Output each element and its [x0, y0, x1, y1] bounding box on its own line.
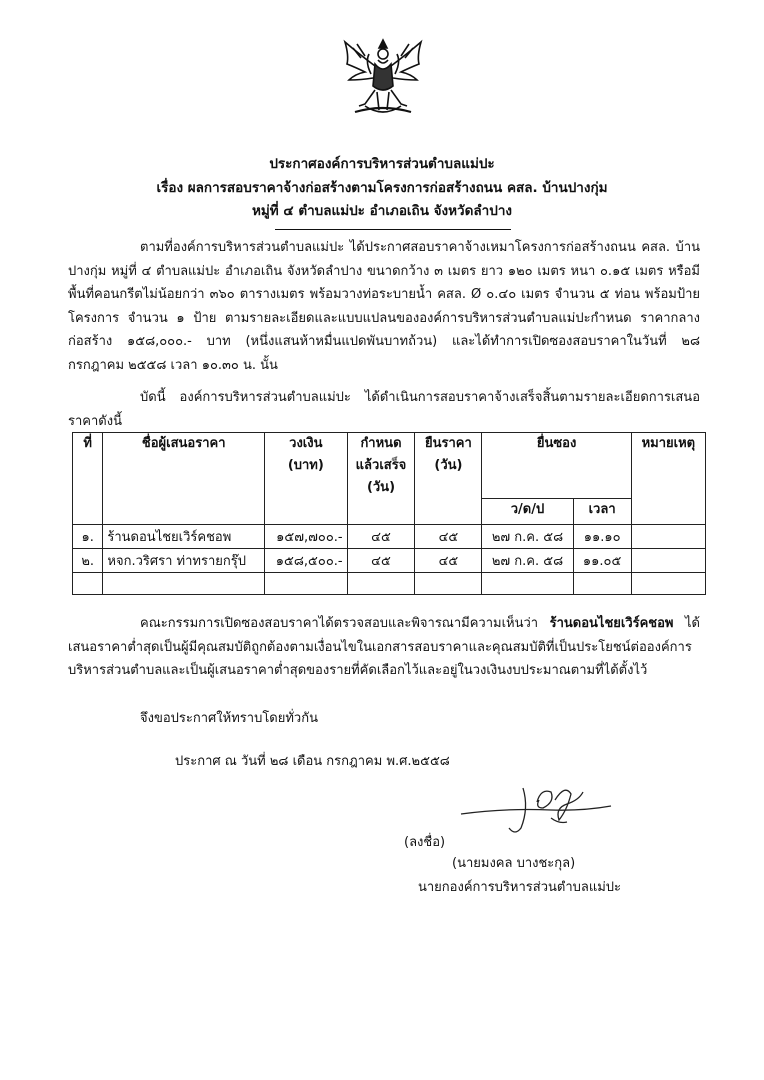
row-no: ๒.: [73, 549, 103, 573]
row-date: ๒๗ ก.ค. ๕๘: [482, 549, 573, 573]
decision-text-after: ได้เสนอราคาต่ำสุดเป็นผู้มีคุณสมบัติถูกต้องตามเงื่อนไขในเอกสารสอบราคาและคุณสมบัติที่เป็นประโยชน์ต่อองค์การบริหารส่วนตำบลและเป็นผู้เสนอราคาต่ำสุดของรายที่คัดเลือกไว้และอยู่ในวงเงินงบประมาณตามที่ได้ตั้งไว้: [68, 616, 700, 678]
row-no: ๑.: [73, 525, 103, 549]
row-remark: [631, 549, 705, 573]
header-remark: หมายเหตุ: [631, 433, 705, 525]
header-no: ที่: [73, 433, 103, 525]
signature-image: [455, 778, 615, 840]
garuda-emblem-icon: [335, 34, 431, 120]
closing-statement: จึงขอประกาศให้ทราบโดยทั่วกัน: [140, 711, 318, 726]
announcement-title: ประกาศองค์การบริหารส่วนตำบลแม่ปะ: [269, 156, 495, 172]
row-deadline: ๔๕: [347, 549, 415, 573]
header-budget: วงเงิน (บาท): [265, 433, 348, 525]
header-submission: ยื่นซอง: [482, 433, 631, 499]
header-deadline: กำหนด แล้วเสร็จ (วัน): [347, 433, 415, 525]
signatory-name: (นายมงคล บางชะกุล): [452, 856, 576, 871]
signatory-position: นายกองค์การบริหารส่วนตำบลแม่ปะ: [418, 880, 622, 895]
row-time: ๑๑.๑๐: [573, 525, 631, 549]
table-row: [73, 549, 706, 573]
header-bidder: ชื่อผู้เสนอราคา: [103, 433, 265, 525]
row-bidder: หจก.วริศรา ท่าทรายกรุ๊ป: [103, 549, 265, 573]
row-remark: [631, 525, 705, 549]
header-validity: ยืนราคา (วัน): [415, 433, 482, 525]
announcement-location: หมู่ที่ ๔ ตำบลแม่ปะ อำเภอเถิน จังหวัดลำปาง: [252, 203, 512, 219]
row-date: ๒๗ ก.ค. ๕๘: [482, 525, 573, 549]
winning-bidder: ร้านดอนไชยเวิร์คชอพ: [549, 616, 674, 631]
title-underline: [275, 229, 511, 230]
paragraph-committee-decision: [68, 612, 700, 683]
header-time: เวลา: [573, 499, 631, 525]
announcement-date: ประกาศ ณ วันที่ ๒๘ เดือน กรกฎาคม พ.ศ.๒๕๕๘: [175, 754, 450, 769]
announcement-subject: เรื่อง ผลการสอบราคาจ้างก่อสร้างตามโครงการก่อสร้างถนน คสล. บ้านปางกุ่ม: [156, 180, 608, 196]
row-budget: ๑๕๗,๗๐๐.-: [265, 525, 348, 549]
row-validity: ๔๕: [415, 549, 482, 573]
paragraph-result-intro: บัดนี้ องค์การบริหารส่วนตำบลแม่ปะ ได้ดำเนินการสอบราคาจ้างเสร็จสิ้นตามรายละเอียดการเสนอราคาดังนี้: [68, 390, 700, 429]
row-budget: ๑๕๘,๕๐๐.-: [265, 549, 348, 573]
header-date: ว/ด/ป: [482, 499, 573, 525]
bid-results-table: [72, 432, 706, 595]
table-row-empty: [73, 573, 706, 595]
row-validity: ๔๕: [415, 525, 482, 549]
table-row: [73, 525, 706, 549]
row-bidder: ร้านดอนไชยเวิร์คชอพ: [103, 525, 265, 549]
paragraph-background: ตามที่องค์การบริหารส่วนตำบลแม่ปะ ได้ประกาศสอบราคาจ้างเหมาโครงการก่อสร้างถนน คสล. บ้านปางกุ่ม หมู่ที่ ๔ ตำบลแม่ปะ อำเภอเถิน จังหวัดลำปาง ขนาดกว้าง ๓ เมตร ยาว ๑๒๐ เมตร หนา ๐.๑๕ เมตร หรือมีพื้นที่คอนกรีตไม่น้อยกว่า ๓๖๐ ตารางเมตร พร้อมวางท่อระบายน้ำ คสล. Ø ๐.๔๐ เมตร จำนวน ๕ ท่อน พร้อมป้ายโครงการ จำนวน ๑ ป้าย ตามรายละเอียดและแบบแปลนขององค์การบริหารส่วนตำบลแม่ปะกำหนด ราคากลางก่อสร้าง ๑๕๘,๐๐๐.- บาท (หนึ่งแสนห้าหมื่นแปดพันบาทถ้วน) และได้ทำการเปิดซองสอบราคาในวันที่ ๒๘ กรกฎาคม ๒๕๕๘ เวลา ๑๐.๓๐ น. นั้น: [68, 240, 700, 373]
signature-label: (ลงชื่อ): [404, 835, 446, 850]
row-time: ๑๑.๐๕: [573, 549, 631, 573]
decision-text-before: คณะกรรมการเปิดซองสอบราคาได้ตรวจสอบและพิจารณามีความเห็นว่า: [140, 616, 550, 631]
row-deadline: ๔๕: [347, 525, 415, 549]
